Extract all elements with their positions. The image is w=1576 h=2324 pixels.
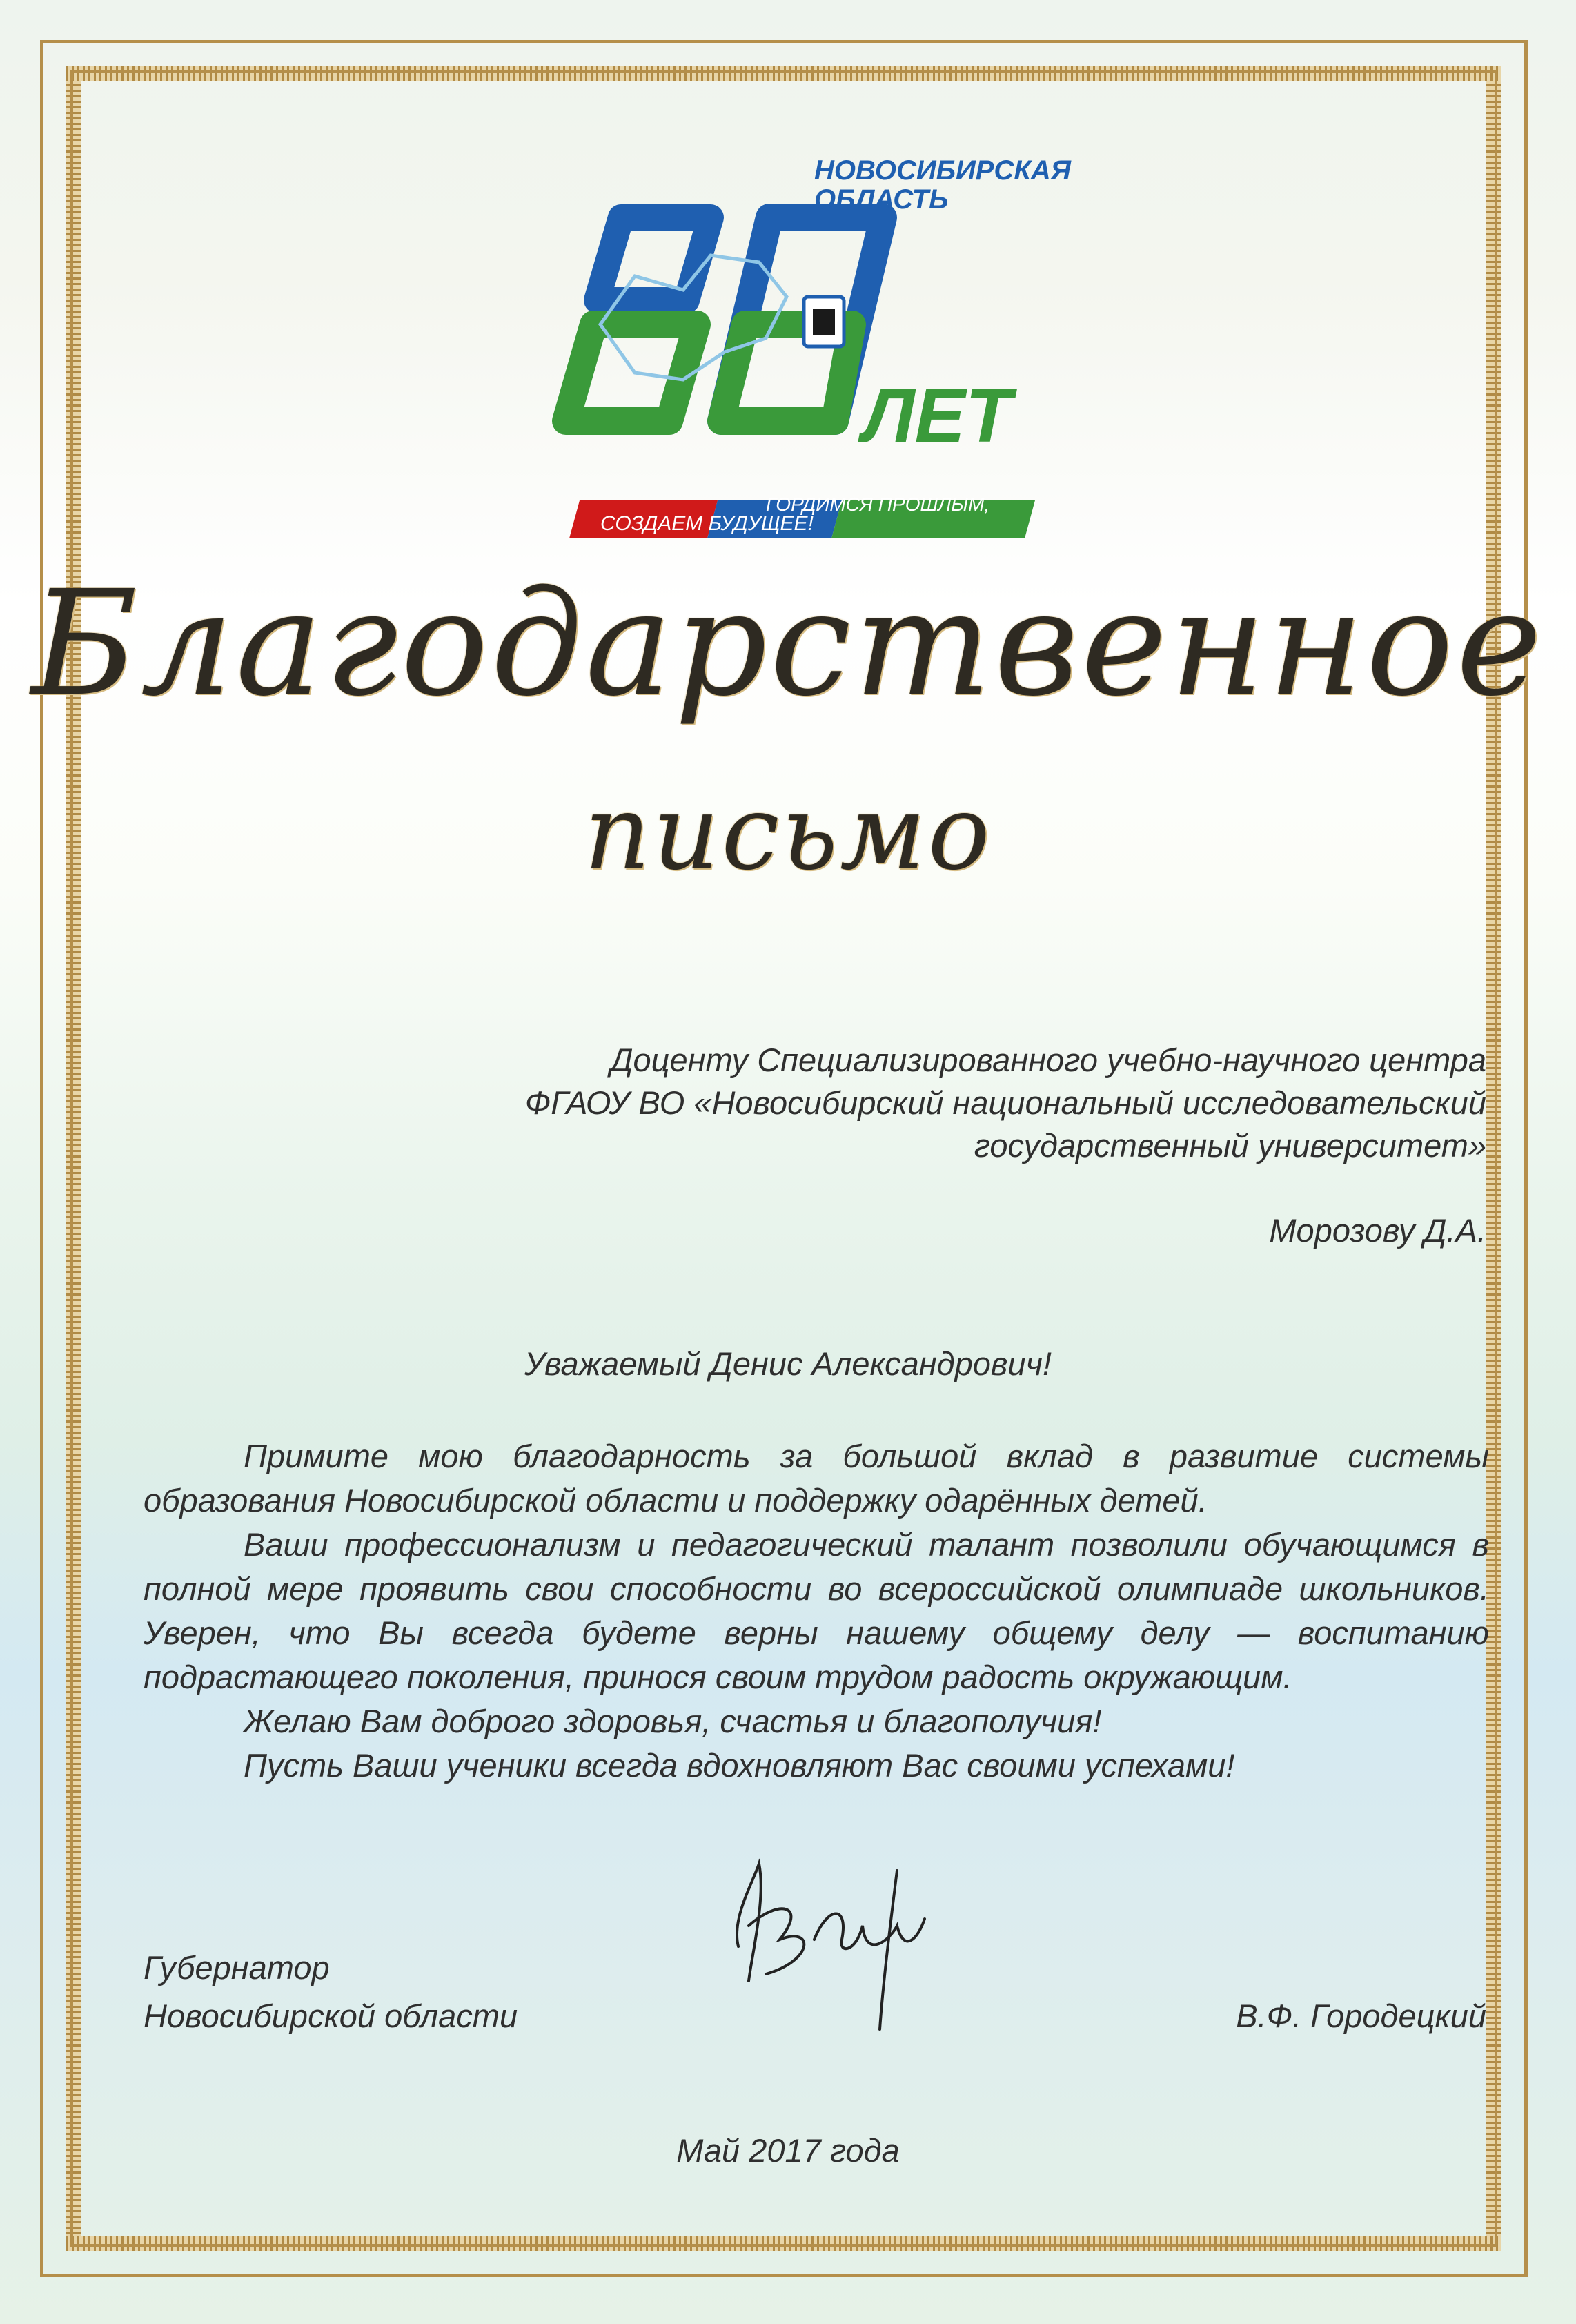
logo-slogan-ribbon xyxy=(569,494,1035,538)
body-paragraph: Пусть Ваши ученики всегда вдохновляют Вас своими успехами! xyxy=(244,1747,1235,1784)
logo-region-name-line2: ОБЛАСТЬ xyxy=(814,184,949,215)
logo-region-name-line1: НОВОСИБИРСКАЯ xyxy=(814,155,1071,186)
recipient-name: Морозову Д.А. xyxy=(1269,1212,1486,1249)
handwritten-signature xyxy=(711,1822,973,2043)
body-paragraph: Ваши профессионализм и педагогический талант позволили обучающимся в полной мере проявить свои способности во всероссийской олимпиаде школьников. Уверен, что Вы всегда будете верны нашему общему делу — воспитанию подрастающего поколения, принося своим трудом радость окружающим. xyxy=(144,1526,1489,1695)
logo-slogan-right: ГОРДИМСЯ ПРОШЛЫМ, xyxy=(766,494,990,515)
region-80-years-logo xyxy=(538,152,1104,566)
body-paragraph: Желаю Вам доброго здоровья, счастья и благополучия! xyxy=(244,1703,1102,1739)
signatory-position-line2: Новосибирской области xyxy=(144,1998,518,2034)
logo-years-word: ЛЕТ xyxy=(863,373,1012,458)
addressee-line: ФГАОУ ВО «Новосибирский национальный исследовательский xyxy=(524,1084,1486,1121)
addressee-block xyxy=(175,1039,1486,1167)
coat-of-arms-icon xyxy=(804,297,844,346)
body-paragraph: Примите мою благодарность за большой вклад в развитие системы образования Новосибирской области и поддержку одарённых детей. xyxy=(144,1438,1489,1519)
logo-slogan-left: СОЗДАЕМ БУДУЩЕЕ! xyxy=(600,512,814,535)
addressee-line: государственный университет» xyxy=(974,1127,1486,1164)
digit-8-outline xyxy=(566,217,711,421)
document-title-line2: письмо xyxy=(584,773,992,893)
letter-body xyxy=(144,1434,1489,1788)
addressee-line: Доценту Специализированного учебно-научного центра xyxy=(610,1042,1486,1078)
signatory-position-line1: Губернатор xyxy=(144,1949,330,1986)
signatory-name: В.Ф. Городецкий xyxy=(1236,1998,1486,2034)
greeting: Уважаемый Денис Александрович! xyxy=(524,1345,1052,1382)
document-title-line1: Благодарственное xyxy=(31,559,1545,728)
document-date: Май 2017 года xyxy=(676,2132,900,2169)
